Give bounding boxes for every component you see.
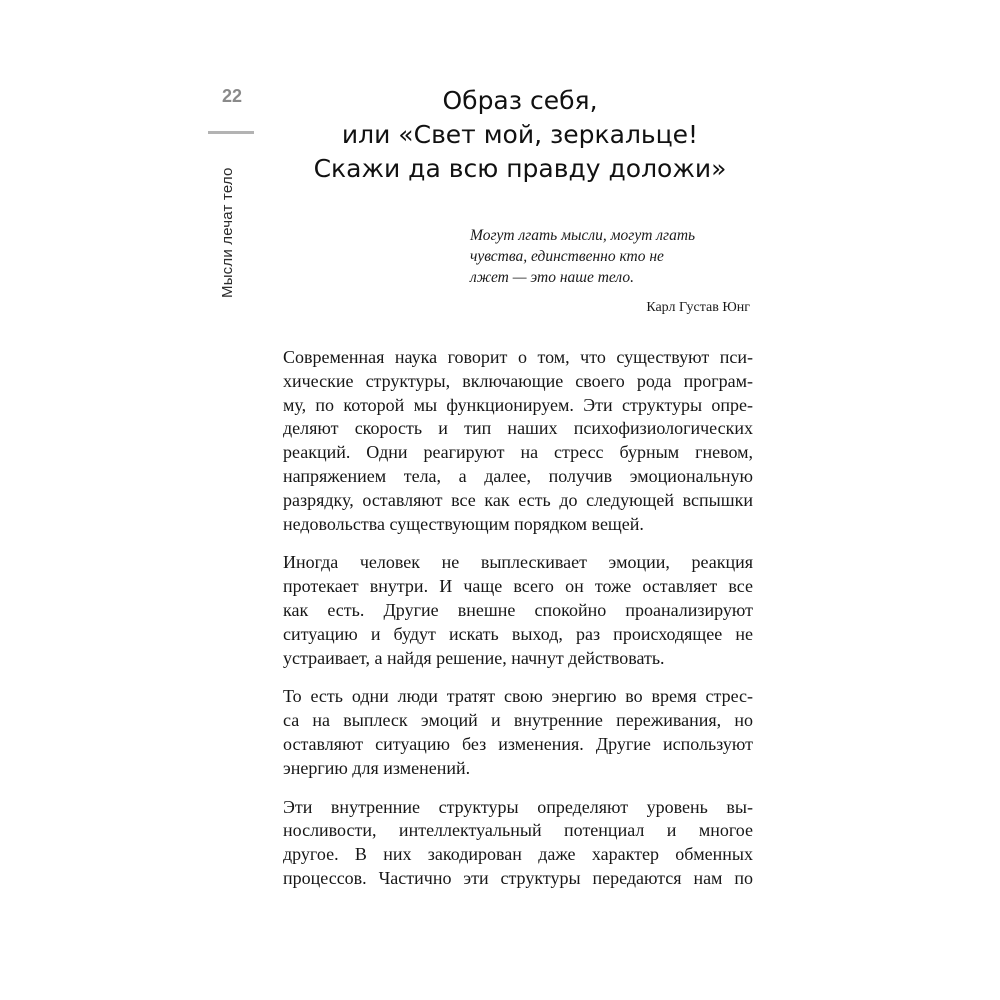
- text-line: разрядку, оставляют все как есть до следующей вспышки: [283, 489, 753, 510]
- chapter-title-line: или «Свет мой, зеркальце!: [341, 120, 699, 149]
- paragraph-4: [283, 796, 753, 891]
- text-line: ситуацию и будут искать выход, раз происходящее не: [283, 623, 753, 644]
- epigraph: [470, 225, 750, 316]
- text-line: другое. В них закодирован даже характер обменных: [283, 844, 753, 865]
- text-line: хические структуры, включающие своего рода програм-: [283, 370, 753, 391]
- page-number-rule: [208, 131, 254, 134]
- epigraph-line: чувства, единственно кто не: [470, 248, 664, 265]
- paragraph-2: [283, 551, 753, 670]
- text-line: недовольства существующим порядком вещей.: [283, 513, 644, 534]
- epigraph-line: Могут лгать мысли, могут лгать: [470, 227, 696, 244]
- text-line: оставляют ситуацию без изменения. Другие используют: [283, 733, 753, 754]
- text-line: напряжением тела, а далее, получив эмоциональную: [283, 465, 753, 486]
- text-line: устраивает, а найдя решение, начнут действовать.: [283, 647, 665, 668]
- epigraph-quote: [470, 225, 750, 288]
- chapter-title: [290, 84, 750, 186]
- body-text: [283, 346, 753, 906]
- text-line: То есть одни люди тратят свою энергию во время стрес-: [283, 686, 753, 707]
- text-line: реакций. Одни реагируют на стресс бурным гневом,: [283, 442, 753, 463]
- text-line: деляют скорость и тип наших психофизиологических: [283, 418, 753, 439]
- text-line: как есть. Другие внешне спокойно проанализируют: [283, 599, 753, 620]
- paragraph-3: [283, 685, 753, 780]
- paragraph-1: [283, 346, 753, 536]
- text-line: са на выплеск эмоций и внутренние переживания, но: [283, 710, 753, 731]
- epigraph-author: Карл Густав Юнг: [646, 300, 750, 315]
- text-line: носливости, интеллектуальный потенциал и многое: [283, 820, 753, 841]
- epigraph-line: лжет — это наше тело.: [470, 269, 634, 286]
- running-head: Мысли лечат тело: [219, 167, 236, 298]
- text-line: му, по которой мы функционируем. Эти структуры опре-: [283, 394, 753, 415]
- text-line: процессов. Частично эти структуры передаются нам по: [283, 867, 753, 888]
- text-line: Иногда человек не выплескивает эмоции, реакция: [283, 552, 753, 573]
- page-number: 22: [221, 86, 243, 106]
- text-line: протекает внутри. И чаще всего он тоже оставляет все: [283, 576, 753, 597]
- chapter-title-line: Скажи да всю правду доложи»: [313, 154, 727, 183]
- text-line: энергию для изменений.: [283, 757, 471, 778]
- text-line: Эти внутренние структуры определяют уровень вы-: [283, 796, 753, 817]
- chapter-title-line: Образ себя,: [442, 86, 598, 115]
- text-line: Современная наука говорит о том, что существуют пси-: [283, 347, 753, 367]
